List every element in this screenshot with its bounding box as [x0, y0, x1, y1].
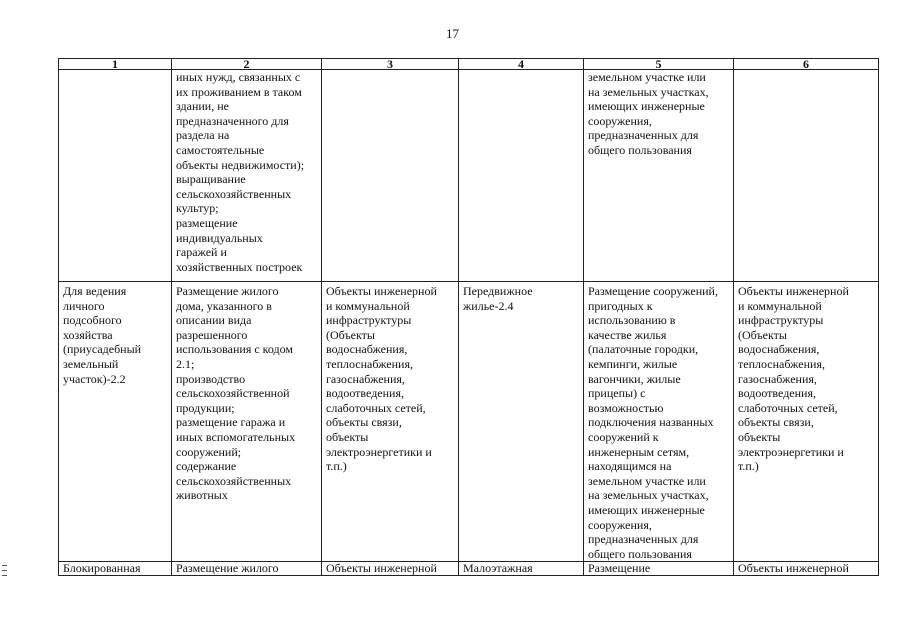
cell-text-line: хозяйства — [63, 327, 113, 342]
cell-text-line: сооружений к — [588, 429, 659, 444]
cell-text-line: прицепы) с — [588, 386, 646, 401]
cell-text-line: объекты связи, — [738, 415, 814, 430]
cell-text-line: их проживанием в таком — [176, 84, 302, 99]
cell-text-line: сооружений; — [176, 444, 242, 459]
cell-text-line: имеющих инженерные — [588, 502, 705, 517]
cell-text-line: т.п.) — [326, 459, 347, 474]
cell-text-line: Блокированная — [63, 561, 141, 576]
column-header-1: 1 — [59, 59, 172, 70]
cell-text-line: Размещение сооружений, — [588, 284, 718, 298]
cell-text-line: находящимся на — [588, 459, 672, 474]
cell-text-line: теплоснабжения, — [738, 356, 825, 371]
cell-text-line: гаражей и — [176, 245, 227, 260]
cell-text-line: животных — [176, 488, 228, 503]
cell-text-line: размещение гаража и — [176, 415, 286, 430]
cell-text-line: индивидуальных — [176, 230, 263, 245]
cell-text-line: электроэнергетики и — [738, 444, 844, 459]
cell-text-line: имеющих инженерные — [588, 99, 705, 114]
cell-text-line: и коммунальной — [738, 298, 822, 313]
cell-text-line: слаботочных сетей, — [738, 400, 838, 415]
cell-text-line: (Объекты — [326, 327, 375, 342]
cell-text-line: вагончики, жилые — [588, 371, 681, 386]
cell-text-line: инженерным сетям, — [588, 444, 690, 459]
cell-text-line: т.п.) — [738, 459, 759, 474]
cell-text-line: на земельных участках, — [588, 488, 709, 503]
cell-text-line: объекты — [326, 429, 369, 444]
table-cell — [172, 282, 322, 562]
cell-text-line: водоснабжения, — [326, 342, 408, 357]
cell-text-line: Объекты инженерной — [738, 561, 849, 576]
cell-text-line: инфраструктуры — [326, 313, 412, 328]
cell-text-line: Размещение жилого — [176, 284, 279, 298]
cell-text-line: личного — [63, 298, 105, 313]
cell-text-line: участок)-2.2 — [63, 371, 126, 386]
cell-text-line: на земельных участках, — [588, 84, 709, 99]
table-cell — [734, 282, 879, 562]
cell-text-line: сельскохозяйственных — [176, 473, 292, 488]
cell-text-line: (Объекты — [738, 327, 787, 342]
cell-text-line: качестве жилья — [588, 327, 667, 342]
cell-text-line: 2.1; — [176, 356, 195, 371]
cell-text-line: Объекты инженерной — [326, 561, 437, 576]
table-cell — [584, 282, 734, 562]
cell-text-line: Объекты инженерной — [738, 284, 849, 298]
cell-text-line: сооружения, — [588, 517, 652, 532]
cell-text-line: подключения названных — [588, 415, 714, 430]
cell-text-line: водоотведения, — [326, 386, 404, 401]
cell-text-line: объекты недвижимости); — [176, 157, 305, 172]
column-header-5: 5 — [584, 59, 734, 70]
cell-text-line: газоснабжения, — [738, 371, 817, 386]
cell-text-line: предназначенных для — [588, 128, 699, 143]
cell-text-line: и коммунальной — [326, 298, 410, 313]
scan-edge-marks — [2, 565, 8, 585]
page-number: 17 — [446, 26, 459, 41]
cell-text-line: (приусадебный — [63, 342, 142, 357]
cell-text-line: объекты связи, — [326, 415, 402, 430]
table-row — [59, 70, 879, 282]
table-cell — [459, 282, 584, 562]
cell-text-line: иных вспомогательных — [176, 429, 296, 444]
cell-text-line: общего пользования — [588, 546, 692, 561]
cell-text-line: земельном участке или — [588, 70, 706, 84]
cell-text-line: здании, не — [176, 99, 229, 114]
table-cell — [584, 562, 734, 576]
cell-text-line: сооружения, — [588, 113, 652, 128]
cell-text-line: (палаточные городки, — [588, 342, 699, 357]
cell-text-line: иных нужд, связанных с — [176, 70, 301, 84]
cell-text-line: описании вида — [176, 313, 252, 328]
cell-text-line: слаботочных сетей, — [326, 400, 426, 415]
cell-text-line: сельскохозяйственной — [176, 386, 290, 401]
cell-text-line: Передвижное — [463, 284, 533, 298]
cell-text-line: раздела на — [176, 128, 230, 143]
cell-text-line: инфраструктуры — [738, 313, 824, 328]
cell-text-line: земельном участке или — [588, 473, 706, 488]
table-cell — [172, 562, 322, 576]
table-cell — [59, 70, 172, 282]
cell-text-line: земельный — [63, 356, 119, 371]
table-row — [59, 282, 879, 562]
table-cell — [459, 70, 584, 282]
table-cell — [59, 282, 172, 562]
column-header-2: 2 — [172, 59, 322, 70]
cell-text-line: использования с кодом — [176, 342, 294, 357]
cell-text-line: Размещение — [588, 561, 651, 576]
cell-text-line: использованию в — [588, 313, 676, 328]
table-cell — [734, 562, 879, 576]
cell-text-line: газоснабжения, — [326, 371, 405, 386]
table-cell — [584, 70, 734, 282]
cell-text-line: предназначенного для — [176, 113, 289, 128]
table-row — [59, 562, 879, 576]
header-row — [59, 59, 879, 70]
cell-text-line: размещение — [176, 215, 238, 230]
table-cell — [322, 70, 459, 282]
cell-text-line: сельскохозяйственных — [176, 186, 292, 201]
table-cell — [59, 562, 172, 576]
cell-text-line: общего пользования — [588, 142, 692, 157]
cell-text-line: Малоэтажная — [463, 561, 533, 576]
cell-text-line: кемпинги, жилые — [588, 356, 678, 371]
cell-text-line: содержание — [176, 459, 237, 474]
cell-text-line: дома, указанного в — [176, 298, 272, 313]
column-header-6: 6 — [734, 59, 879, 70]
zoning-table — [58, 58, 879, 576]
cell-text-line: водоотведения, — [738, 386, 816, 401]
cell-text-line: культур; — [176, 201, 219, 216]
cell-text-line: возможностью — [588, 400, 664, 415]
cell-text-line: самостоятельные — [176, 142, 265, 157]
cell-text-line: предназначенных для — [588, 532, 699, 547]
cell-text-line: выращивание — [176, 172, 246, 187]
cell-text-line: электроэнергетики и — [326, 444, 432, 459]
cell-text-line: водоснабжения, — [738, 342, 820, 357]
table-cell — [734, 70, 879, 282]
cell-text-line: Для ведения — [63, 284, 127, 298]
table-cell — [459, 562, 584, 576]
cell-text-line: жилье-2.4 — [463, 298, 514, 313]
cell-text-line: подсобного — [63, 313, 122, 328]
table-cell — [322, 282, 459, 562]
column-header-4: 4 — [459, 59, 584, 70]
cell-text-line: производство — [176, 371, 246, 386]
cell-text-line: Размещение жилого — [176, 561, 279, 576]
column-header-3: 3 — [322, 59, 459, 70]
cell-text-line: пригодных к — [588, 298, 653, 313]
cell-text-line: разрешенного — [176, 327, 248, 342]
cell-text-line: теплоснабжения, — [326, 356, 413, 371]
cell-text-line: объекты — [738, 429, 781, 444]
table-cell — [322, 562, 459, 576]
cell-text-line: хозяйственных построек — [176, 259, 303, 274]
table-cell — [172, 70, 322, 282]
cell-text-line: продукции; — [176, 400, 235, 415]
cell-text-line: Объекты инженерной — [326, 284, 437, 298]
